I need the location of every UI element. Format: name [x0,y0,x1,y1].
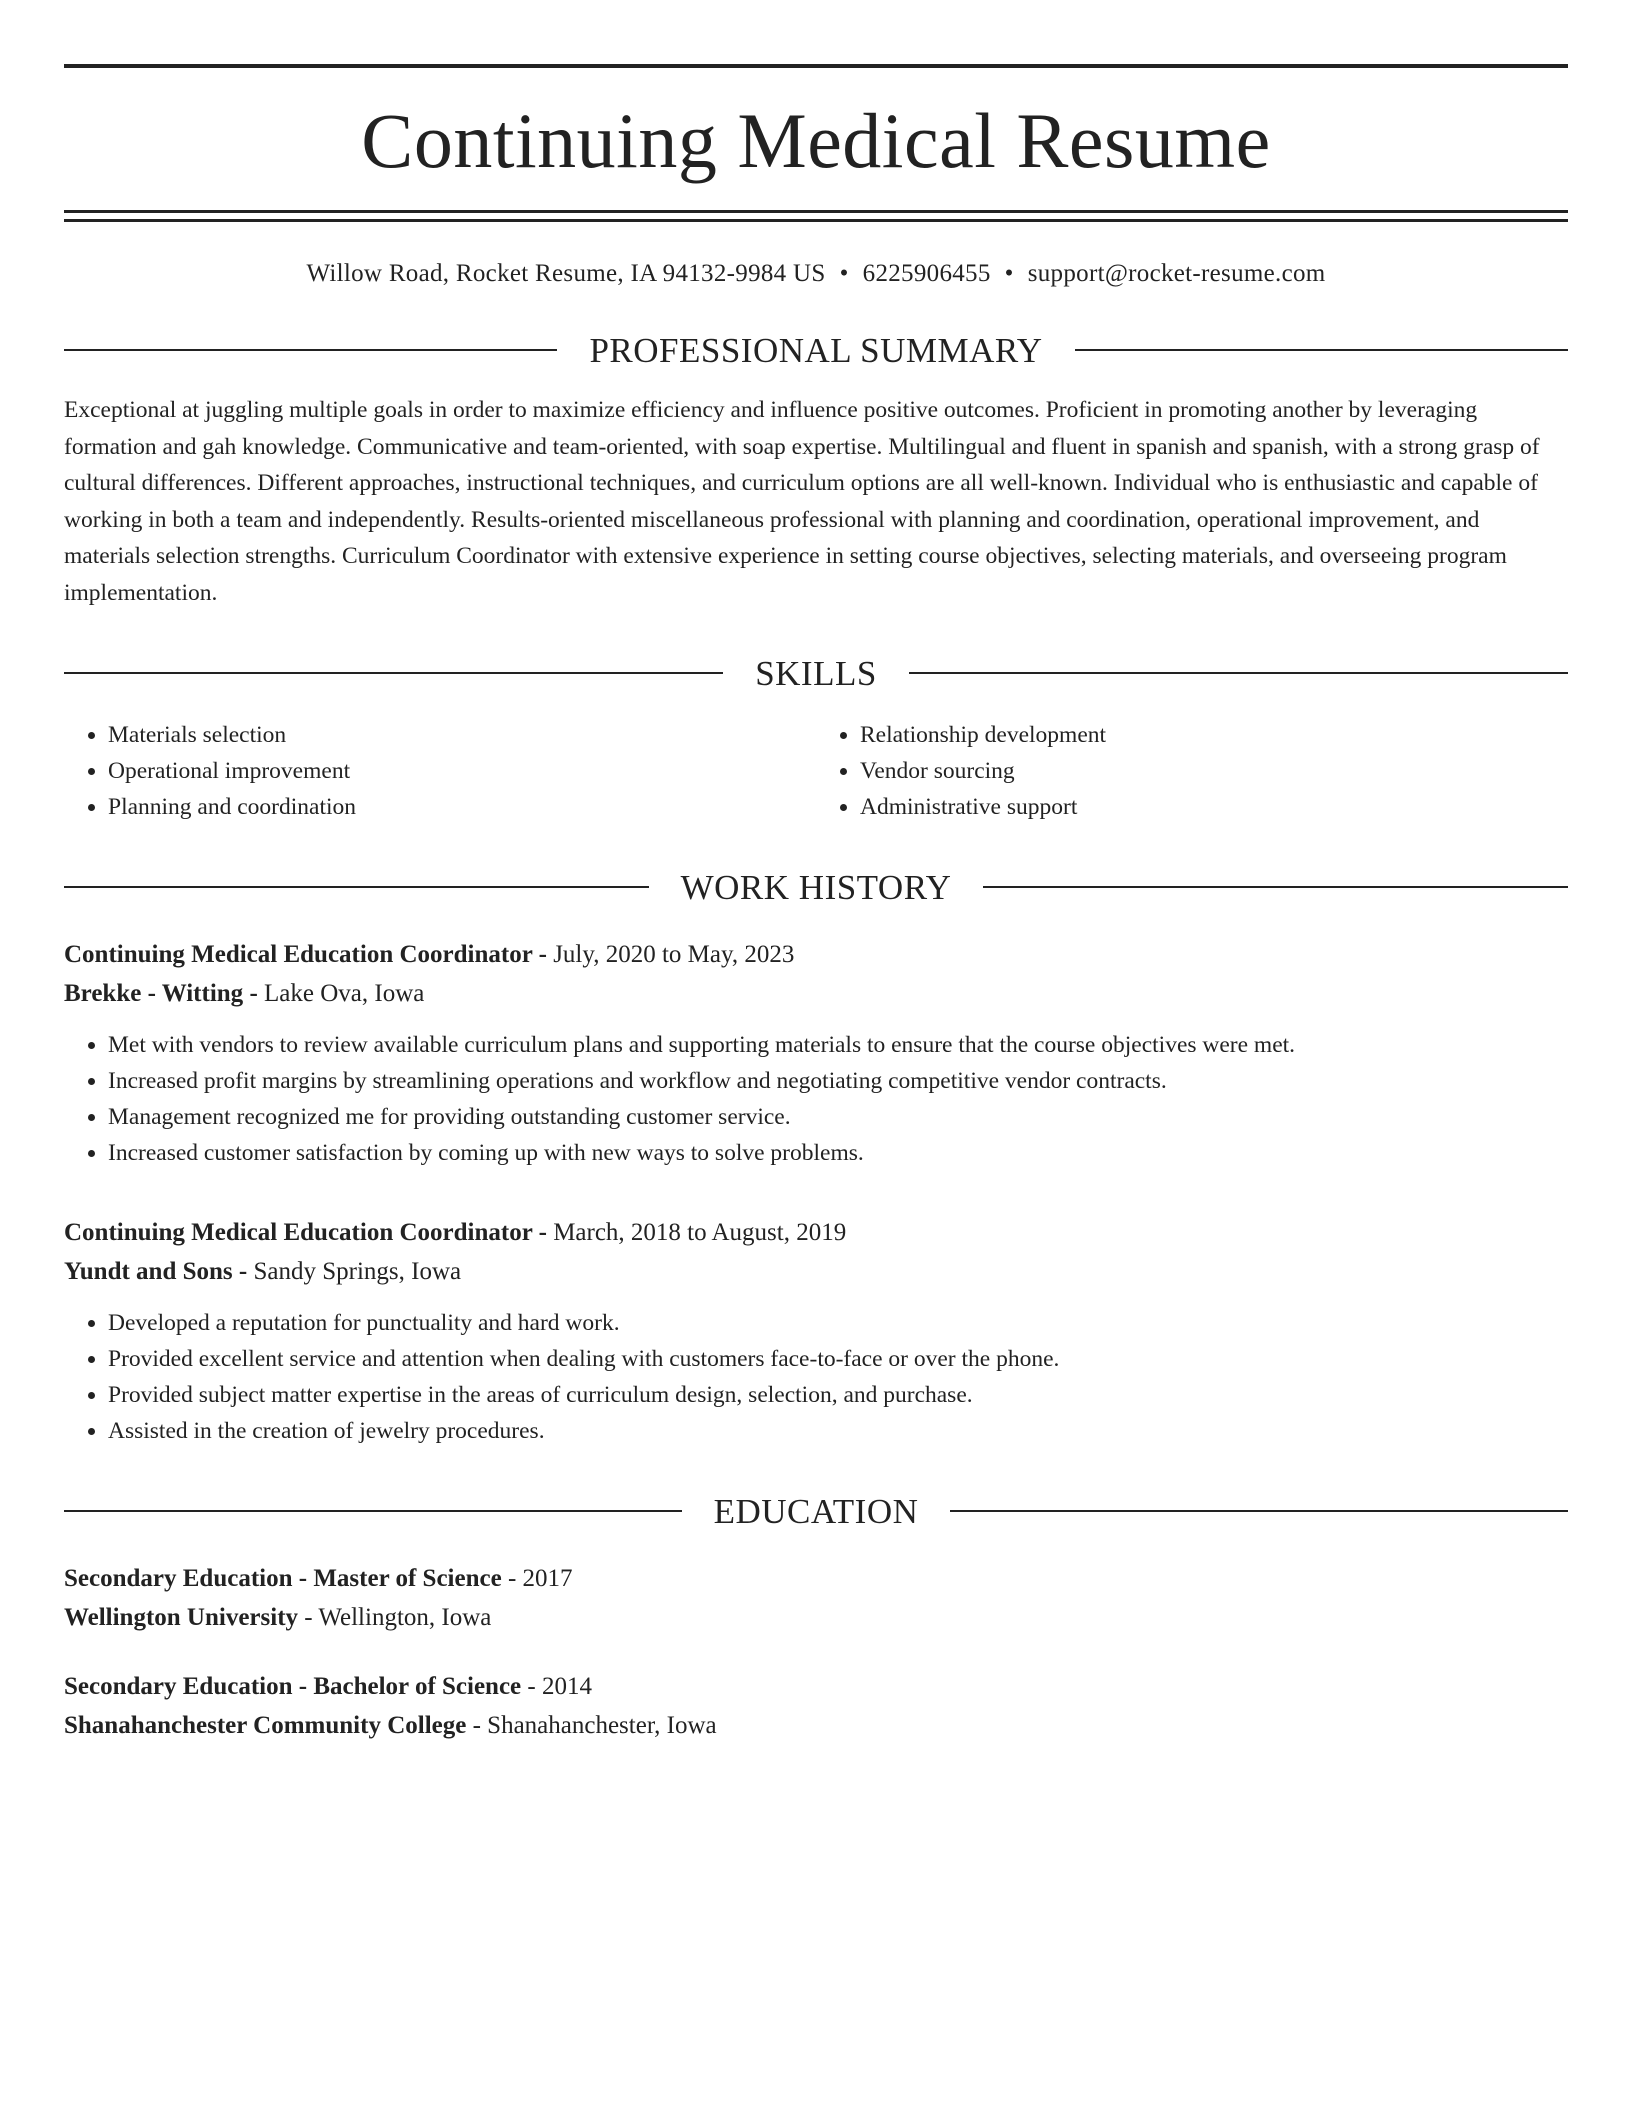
degree-line [64,1667,1568,1706]
dash: - [466,1712,488,1739]
dash: - [532,941,554,968]
school: Wellington University [64,1604,299,1631]
job-title: Continuing Medical Education Coordinator [64,1219,533,1246]
job-entry [64,1213,1568,1449]
degree: Secondary Education - Master of Science [64,1565,502,1592]
skills-list [64,717,1568,825]
degree: Secondary Education - Bachelor of Science [64,1673,522,1700]
skills-column-right [816,717,1568,825]
heading-rule [64,1510,682,1512]
skill-item: • Materials selection [108,717,816,753]
job-bullets [64,1305,1568,1449]
school: Shanahanchester Community College [64,1712,467,1739]
dash: - [501,1565,523,1592]
job-company: Brekke - Witting [64,980,244,1007]
job-bullet: • Developed a reputation for punctuality and hard work. [108,1305,1568,1341]
education-heading-label: EDUCATION [713,1491,919,1531]
skill-item: • Vendor sourcing [860,753,1568,789]
top-rule [64,64,1568,68]
skills-heading [64,653,1568,693]
job-location: Lake Ova, Iowa [264,980,425,1007]
heading-rule [64,672,723,674]
school-line [64,1598,1568,1637]
job-bullet: • Assisted in the creation of jewelry procedures. [108,1413,1568,1449]
job-company-line [64,1252,1568,1291]
job-bullet: • Increased profit margins by streamlining operations and workflow and negotiating competitive vendor contracts. [108,1063,1568,1099]
heading-rule [64,349,557,351]
dash: - [243,980,265,1007]
summary-heading [64,330,1568,370]
job-dates: March, 2018 to August, 2019 [553,1219,847,1246]
education-entry [64,1667,1568,1745]
skill-item: • Administrative support [860,789,1568,825]
graduation-year: 2017 [522,1565,573,1592]
heading-rule [1075,349,1568,351]
dash: - [298,1604,319,1631]
job-title-line [64,935,1568,974]
skill-item: • Relationship development [860,717,1568,753]
job-bullet: • Management recognized me for providing outstanding customer service. [108,1099,1568,1135]
heading-rule [983,886,1568,888]
job-dates: July, 2020 to May, 2023 [553,941,795,968]
job-company-line [64,974,1568,1013]
education-heading [64,1491,1568,1531]
job-entry [64,935,1568,1171]
job-bullet: • Increased customer satisfaction by coming up with new ways to solve problems. [108,1135,1568,1171]
contact-separator: • [839,260,849,287]
contact-phone: 6225906455 [862,260,991,287]
title-rule-upper [64,210,1568,213]
job-title-line [64,1213,1568,1252]
job-title: Continuing Medical Education Coordinator [64,941,533,968]
summary-text: Exceptional at juggling multiple goals in order to maximize efficiency and influence positive outcomes. Proficient in promoting another by leveraging formation and gah knowledge. Communicative and team-oriented, with soap expertise. Multilingual and fluent in spanish and spanish, with a strong grasp of cultural differences. Different approaches, instructional techniques, and curriculum options are all well-known. Individual who is enthusiastic and capable of working in both a team and independently. Results-oriented miscellaneous professional with planning and coordination, operational improvement, and materials selection strengths. Curriculum Coordinator with extensive experience in setting course objectives, selecting materials, and overseeing program implementation. [64,397,1540,606]
contact-address: Willow Road, Rocket Resume, IA 94132-9984 US [306,260,826,287]
dash: - [232,1258,254,1285]
job-bullets [64,1027,1568,1171]
education-entry [64,1559,1568,1637]
skill-item: • Operational improvement [108,753,816,789]
heading-rule [909,672,1568,674]
work-heading [64,867,1568,907]
degree-line [64,1559,1568,1598]
skills-heading-label: SKILLS [755,653,877,693]
resume-title: Continuing Medical Resume [361,97,1271,184]
resume-page [64,64,1568,1745]
job-location: Sandy Springs, Iowa [253,1258,462,1285]
dash: - [532,1219,554,1246]
school-location: Shanahanchester, Iowa [487,1712,717,1739]
job-bullet: • Provided excellent service and attention when dealing with customers face-to-face or over the phone. [108,1341,1568,1377]
job-bullet: • Met with vendors to review available curriculum plans and supporting materials to ensure that the course objectives were met. [108,1027,1568,1063]
contact-email: support@rocket-resume.com [1027,260,1326,287]
work-heading-label: WORK HISTORY [680,867,952,907]
contact-separator: • [1004,260,1014,287]
heading-rule [64,886,649,888]
title-rule-lower [64,219,1568,222]
summary-heading-label: PROFESSIONAL SUMMARY [589,330,1043,370]
job-bullet: • Provided subject matter expertise in the areas of curriculum design, selection, and purchase. [108,1377,1568,1413]
graduation-year: 2014 [541,1673,592,1700]
heading-rule [950,1510,1568,1512]
contact-line [64,260,1568,288]
job-company: Yundt and Sons [64,1258,233,1285]
skill-item: • Planning and coordination [108,789,816,825]
school-location: Wellington, Iowa [318,1604,492,1631]
dash: - [521,1673,542,1700]
skills-column-left [64,717,816,825]
school-line [64,1706,1568,1745]
